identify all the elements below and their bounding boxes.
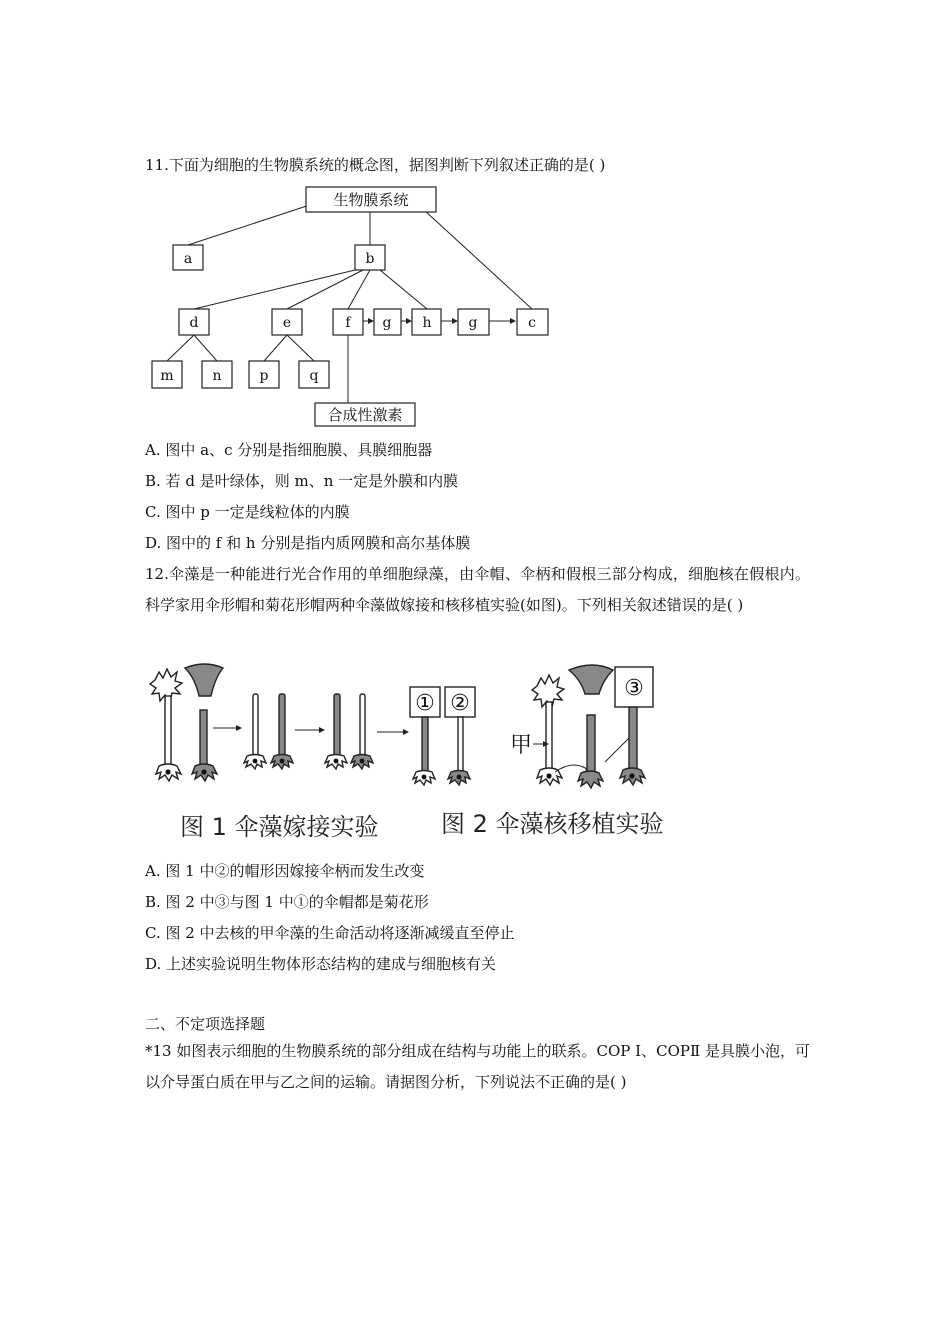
node-g-first	[374, 309, 401, 335]
q11-option-a: A. 图中 a、c 分别是指细胞膜、具膜细胞器	[145, 441, 433, 459]
result-alga-1	[410, 687, 440, 785]
svg-text:q: q	[309, 368, 319, 384]
node-n	[202, 361, 232, 388]
svg-text:g: g	[468, 315, 478, 331]
jia-label: 甲	[510, 733, 533, 758]
q12-option-c: C. 图 2 中去核的甲伞藻的生命活动将逐渐减缓直至停止	[145, 924, 515, 942]
q11-option-b: B. 若 d 是叶绿体，则 m、n 一定是外膜和内膜	[145, 472, 459, 490]
node-g-second	[458, 309, 489, 335]
svg-text:m: m	[160, 368, 174, 384]
q12-stem: 12.伞藻是一种能进行光合作用的单细胞绿藻，由伞帽、伞柄和假根三部分构成，细胞核在假根内。科学家用伞形帽和菊花形帽两种伞藻做嫁接和核移植实验(如图)。下列相关叙述错误的是( )	[145, 565, 810, 614]
svg-text:生物膜系统: 生物膜系统	[333, 191, 409, 209]
grafted-stalks-stage1	[244, 694, 293, 769]
node-p	[249, 361, 279, 388]
node-d	[179, 309, 209, 335]
q11-option-c: C. 图中 p 一定是线粒体的内膜	[145, 503, 350, 521]
node-sex-hormone-synthesis	[315, 403, 415, 426]
node-m	[152, 361, 182, 388]
svg-text:③: ③	[624, 676, 644, 701]
node-c	[517, 309, 548, 335]
q11-option-d: D. 图中的 f 和 h 分别是指内质网膜和高尔基体膜	[145, 534, 471, 552]
node-q	[299, 361, 329, 388]
q12-option-d: D. 上述实验说明生物体形态结构的建成与细胞核有关	[145, 955, 497, 973]
svg-text:p: p	[259, 368, 269, 384]
result-alga-3	[615, 667, 653, 785]
svg-text:a: a	[183, 251, 193, 267]
node-b	[355, 245, 385, 270]
figure2-caption: 图 2 伞藻核移植实验	[441, 810, 664, 838]
svg-text:f: f	[345, 315, 351, 331]
result-alga-2	[445, 687, 475, 785]
donor-umbrella-alga	[569, 665, 613, 788]
umbrella-cap-alga	[185, 664, 223, 781]
q12-option-a: A. 图 1 中②的帽形因嫁接伞柄而发生改变	[145, 862, 425, 880]
svg-text:b: b	[365, 251, 375, 267]
node-biomembrane-system	[306, 187, 436, 212]
svg-text:g: g	[382, 315, 392, 331]
node-h	[412, 309, 441, 335]
svg-text:合成性激素: 合成性激素	[327, 406, 403, 424]
svg-text:c: c	[528, 315, 536, 331]
svg-text:e: e	[282, 315, 292, 331]
q13-stem: *13 如图表示细胞的生物膜系统的部分组成在结构与功能上的联系。COP Ⅰ、COPⅡ 是具膜小泡，可以介导蛋白质在甲与乙之间的运输。请据图分析，下列说法不正确的是( )	[145, 1042, 810, 1091]
svg-text:d: d	[189, 315, 199, 331]
q12-option-b: B. 图 2 中③与图 1 中①的伞帽都是菊花形	[145, 893, 429, 911]
jia-alga	[532, 675, 564, 785]
svg-text:h: h	[422, 315, 432, 331]
node-f	[333, 309, 363, 335]
section2-heading: 二、不定项选择题	[145, 1015, 266, 1033]
q12-acetabularia-figure	[145, 660, 685, 845]
figure1-caption: 图 1 伞藻嫁接实验	[180, 813, 379, 841]
svg-text:①: ①	[415, 691, 435, 716]
grafted-stalks-stage2	[325, 694, 373, 769]
chrysanthemum-cap-alga	[150, 669, 182, 781]
q11-stem: 11.下面为细胞的生物膜系统的概念图，据图判断下列叙述正确的是( )	[145, 156, 606, 174]
node-e	[272, 309, 302, 335]
svg-text:n: n	[212, 368, 222, 384]
svg-text:②: ②	[450, 691, 470, 716]
node-a	[173, 245, 203, 270]
q11-concept-diagram	[150, 183, 560, 428]
